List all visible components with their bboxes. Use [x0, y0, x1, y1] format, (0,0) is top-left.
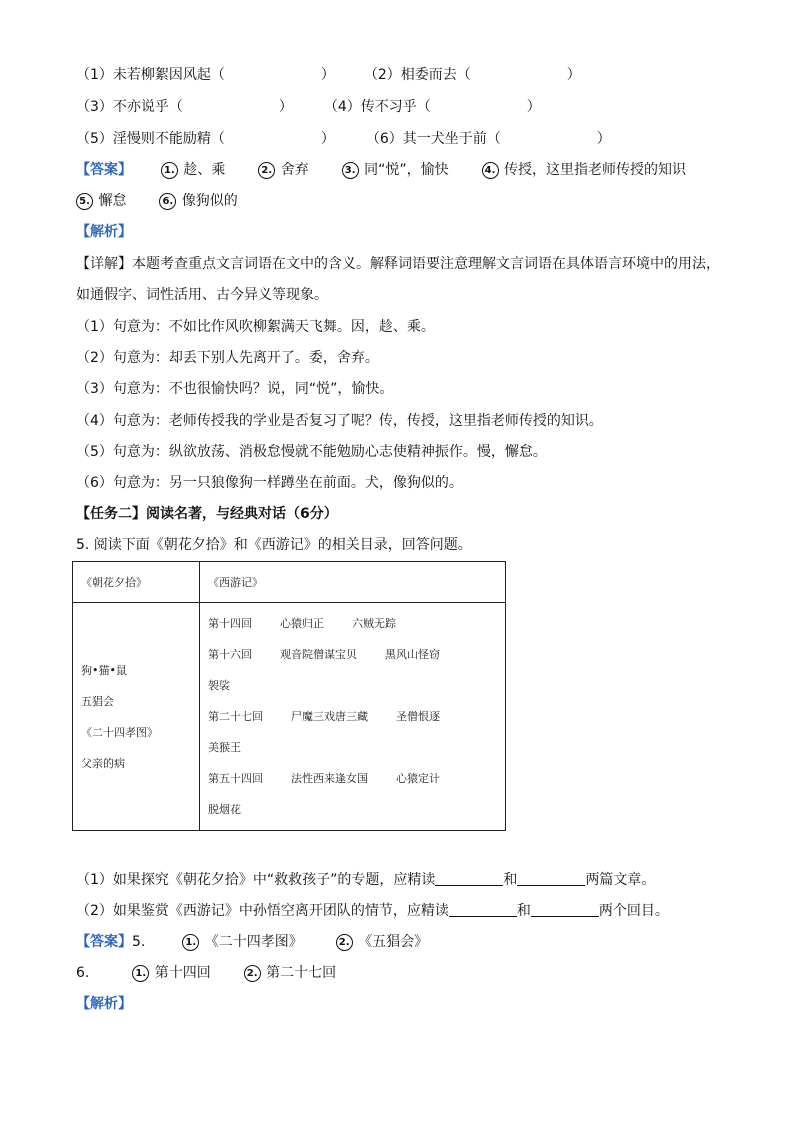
number-1-circle: 1. — [161, 162, 178, 179]
answer-5: 懈怠 — [98, 193, 127, 209]
item-3-text: （3）不亦说乎（ — [76, 99, 183, 115]
question-row-1 — [76, 63, 581, 87]
answer-blank[interactable] — [517, 871, 585, 886]
answer-6-2: 第二十七回 — [266, 965, 337, 981]
answer-blank[interactable] — [435, 871, 503, 886]
number-4-circle: 4. — [482, 162, 499, 179]
detail-sentence-2: （2）句意为：却丢下别人先离开了。委，舍弃。 — [76, 350, 379, 366]
chapter-number: 第十六回 — [208, 648, 252, 661]
question-5: 5. 阅读下面《朝花夕拾》和《西游记》的相关目录，回答问题。 — [76, 537, 472, 553]
question-5-2-text: （2）如果鉴赏《西游记》中孙悟空离开团队的情节，应精读 — [76, 903, 449, 919]
number-2-circle: 2. — [258, 162, 275, 179]
chapter-title: 圣僧恨逐 — [396, 710, 440, 723]
analysis-label: 【解析】 — [76, 224, 132, 240]
chapter-number: 第五十四回 — [208, 772, 263, 785]
answer-2-row-1 — [76, 930, 428, 954]
chapter-title: 观音院僧谋宝贝 — [280, 648, 357, 661]
number-3-circle: 3. — [342, 162, 359, 179]
answer-blank[interactable] — [531, 902, 599, 917]
xiyou-list — [200, 603, 506, 831]
task-2-heading: 【任务二】阅读名著，与经典对话（6分） — [76, 506, 338, 522]
detail-sentence-3: （3）句意为：不也很愉快吗？说，同“悦”，愉快。 — [76, 381, 394, 397]
number-2-circle: 2. — [244, 965, 261, 982]
answer-5-2: 《五猖会》 — [358, 934, 429, 950]
question-row-2 — [76, 95, 541, 119]
question-5-2-end: 两个回目。 — [598, 903, 669, 919]
xiyou-row-3 — [208, 701, 497, 732]
question-5-1-end: 两篇文章。 — [585, 872, 656, 888]
answer-6: 像狗似的 — [181, 193, 238, 209]
number-1-circle: 1. — [182, 934, 199, 951]
chapter-title: 法性西来逢女国 — [291, 772, 368, 785]
xiyou-row-2-cont: 袈裟 — [208, 679, 230, 692]
answer-5-1: 《二十四孝图》 — [204, 934, 303, 950]
answer-3: 同“悦”，愉快 — [364, 162, 449, 178]
chapter-title: 心猿定计 — [396, 772, 440, 785]
chapter-number: 第二十七回 — [208, 710, 263, 723]
answer-number: 5. — [132, 934, 146, 950]
zhaohua-list — [73, 603, 200, 831]
detail-intro: 【详解】本题考查重点文言词语在文中的含义。解释词语要注意理解文言词语在具体语言环境中的用法， — [76, 256, 720, 272]
answer-4: 传授，这里指老师传授的知识 — [503, 162, 686, 178]
detail-sentence-5: （5）句意为：纵欲放荡、消极怠慢就不能勉励心志使精神振作。慢，懈怠。 — [76, 444, 547, 460]
number-2-circle: 2. — [336, 934, 353, 951]
chapter-title: 黑风山怪窃 — [385, 648, 440, 661]
question-5-1-text: （1）如果探究《朝花夕拾》中“救救孩子”的专题，应精读 — [76, 872, 436, 888]
answer-1: 趁、乘 — [183, 162, 226, 178]
catalog-table — [72, 561, 506, 831]
item-5-text: （5）淫慢则不能励精（ — [76, 131, 225, 147]
item-4-close: ） — [526, 99, 541, 115]
question-5-2 — [76, 899, 669, 923]
answer-number: 6. — [76, 965, 90, 981]
question-row-3 — [76, 127, 611, 151]
item-3-close: ） — [278, 99, 293, 115]
question-5-1 — [76, 868, 655, 892]
number-6-circle: 6. — [159, 193, 176, 210]
item-2-close: ） — [566, 67, 581, 83]
answer-2: 舍弃 — [280, 162, 309, 178]
number-1-circle: 1. — [132, 965, 149, 982]
xiyou-row-1 — [208, 608, 497, 639]
xiyou-row-2 — [208, 639, 497, 670]
answer-row-1 — [76, 158, 686, 182]
detail-sentence-6: （6）句意为：另一只狼像狗一样蹲坐在前面。犬，像狗似的。 — [76, 475, 463, 491]
item-1-close: ） — [320, 67, 335, 83]
detail-sentence-1: （1）句意为：不如比作风吹柳絮满天飞舞。因，趁、乘。 — [76, 319, 435, 335]
answer-blank[interactable] — [449, 902, 517, 917]
item-5-close: ） — [320, 131, 335, 147]
detail-sentence-4: （4）句意为：老师传授我的学业是否复习了呢？传，传授，这里指老师传授的知识。 — [76, 413, 603, 429]
zhaohua-item: 父亲的病 — [81, 756, 125, 770]
header-zhaohua: 《朝花夕拾》 — [73, 562, 200, 603]
detail-line-2: 如通假字、词性活用、古今异义等现象。 — [76, 287, 328, 303]
zhaohua-item: 《二十四孝图》 — [81, 725, 158, 739]
header-xiyou: 《西游记》 — [200, 562, 506, 603]
detail-line-1 — [76, 252, 720, 276]
zhaohua-item: 狗•猫•鼠 — [81, 663, 127, 677]
item-2-text: （2）相委而去（ — [363, 67, 471, 83]
item-1-text: （1）未若柳絮因风起（ — [76, 67, 225, 83]
answer-row-2 — [76, 189, 238, 213]
chapter-title: 尸魔三戏唐三藏 — [291, 710, 368, 723]
answer-label: 【答案】 — [76, 934, 132, 950]
answer-label: 【答案】 — [76, 162, 132, 178]
xiyou-row-3-cont: 美猴王 — [208, 741, 241, 754]
chapter-number: 第十四回 — [208, 617, 252, 630]
item-4-text: （4）传不习乎（ — [323, 99, 431, 115]
conjunction: 和 — [516, 903, 531, 919]
xiyou-row-4 — [208, 763, 497, 794]
zhaohua-item: 五猖会 — [81, 694, 114, 708]
item-6-close: ） — [596, 131, 611, 147]
number-5-circle: 5. — [76, 193, 93, 210]
xiyou-row-4-cont: 脱烟花 — [208, 803, 241, 816]
chapter-title: 心猿归正 — [280, 617, 324, 630]
analysis-label-2: 【解析】 — [76, 996, 132, 1012]
conjunction: 和 — [503, 872, 518, 888]
item-6-text: （6）其一犬坐于前（ — [365, 131, 501, 147]
chapter-title: 六贼无踪 — [352, 617, 396, 630]
answer-2-row-2 — [76, 961, 336, 985]
answer-6-1: 第十四回 — [154, 965, 211, 981]
